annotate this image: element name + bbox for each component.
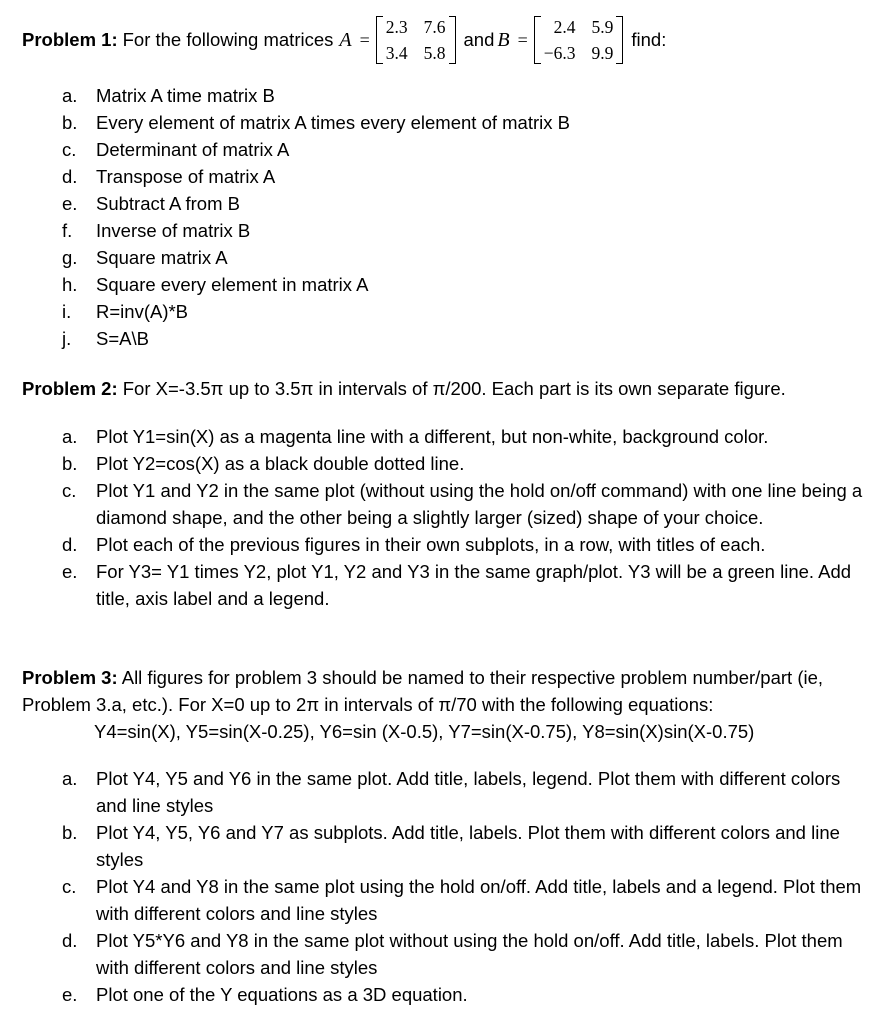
list-item-text: Inverse of matrix B [96,220,251,241]
list-item [0,163,584,190]
list-marker: e. [62,984,78,1005]
list-item-text: Square every element in matrix A [96,274,369,295]
matrix-a-cell: 7.6 [423,17,446,37]
problem1-lead: For the following matrices [122,29,334,50]
list-marker: e. [62,561,78,582]
matrix-a-cell: 5.8 [423,43,446,63]
list-marker: d. [62,930,78,951]
list-item-text: Plot Y4, Y5 and Y6 in the same plot. Add title, labels, legend. Plot them with different colors and line styles [96,768,841,816]
matrix-b-cell: 9.9 [591,43,614,63]
list-marker: f. [62,220,73,241]
list-item-text: S=A\B [96,328,149,349]
list-item-text: For Y3= Y1 times Y2, plot Y1, Y2 and Y3 in the same graph/plot. Y3 will be a green line. Add title, axis label and a legend. [96,561,852,609]
problem3-equations: Y4=sin(X), Y5=sin(X-0.25), Y6=sin (X-0.5), Y7=sin(X-0.75), Y8=sin(X)sin(X-0.75) [94,721,755,742]
problem2-list [0,423,886,612]
list-item-text: Plot Y2=cos(X) as a black double dotted line. [96,453,465,474]
matrix-b-cell: 5.9 [591,17,614,37]
list-item-text: Matrix A time matrix B [96,85,275,106]
list-marker: d. [62,534,78,555]
list-item [0,271,584,298]
matrix-b-cell: −6.3 [543,43,576,63]
list-marker: i. [62,301,72,322]
list-item [0,109,584,136]
list-item [0,325,584,352]
matrix-a-cell: 2.3 [385,17,408,37]
list-marker: b. [62,112,78,133]
list-marker: c. [62,480,77,501]
problem3-intro [22,664,872,718]
list-item [0,136,584,163]
left-bracket [534,16,541,64]
left-bracket [376,16,383,64]
list-item-text: Plot Y1 and Y2 in the same plot (without using the hold on/off command) with one line being a diamond shape, and the other being a slightly larger (sized) shape of your choice. [96,480,863,528]
right-bracket [616,16,623,64]
list-item [0,981,886,1008]
list-item-text: R=inv(A)*B [96,301,189,322]
list-item [0,873,886,927]
list-item-text: Transpose of matrix A [96,166,276,187]
and-label: and [463,29,495,50]
list-item [0,82,584,109]
problem3-text: All figures for problem 3 should be named to their respective problem number/part (ie, Problem 3.a, etc.). For X=0 up to 2π in intervals of π/70 with the following equations: [22,667,824,715]
problem1-label: Problem 1: [22,29,118,50]
problem3-list [0,765,886,1008]
problem2-label: Problem 2: [22,378,118,399]
list-item [0,477,886,531]
problem2-text: For X=-3.5π up to 3.5π in intervals of π/200. Each part is its own separate figure. [122,378,786,399]
list-item-text: Plot Y4 and Y8 in the same plot using the hold on/off. Add title, labels and a legend. Plot them with different colors and line styles [96,876,862,924]
list-item [0,927,886,981]
list-marker: a. [62,85,78,106]
list-marker: a. [62,426,78,447]
list-marker: g. [62,247,78,268]
equals-sign: = [359,29,370,50]
find-label: find: [631,29,667,50]
matrix-b-name: B [497,28,510,51]
list-item [0,450,886,477]
list-item [0,558,886,612]
list-item-text: Plot Y5*Y6 and Y8 in the same plot without using the hold on/off. Add title, labels. Plot them with different colors and line styles [96,930,843,978]
equals-sign: = [517,29,528,50]
matrix-b-cell: 2.4 [553,17,576,37]
list-item [0,765,886,819]
list-item [0,531,886,558]
list-item-text: Plot one of the Y equations as a 3D equation. [96,984,468,1005]
list-marker: a. [62,768,78,789]
list-item [0,217,584,244]
list-item-text: Determinant of matrix A [96,139,290,160]
list-item [0,819,886,873]
list-item [0,190,584,217]
list-marker: c. [62,139,77,160]
matrix-a [376,16,456,64]
matrix-a-name: A [339,28,352,51]
matrix-b [534,16,624,64]
list-item [0,298,584,325]
right-bracket [449,16,456,64]
list-marker: d. [62,166,78,187]
list-marker: h. [62,274,78,295]
list-marker: b. [62,453,78,474]
list-marker: b. [62,822,78,843]
problem2-intro [22,375,872,402]
list-item-text: Plot each of the previous figures in their own subplots, in a row, with titles of each. [96,534,766,555]
list-item-text: Square matrix A [96,247,228,268]
list-item-text: Plot Y4, Y5, Y6 and Y7 as subplots. Add title, labels. Plot them with different colors and line styles [96,822,840,870]
list-item [0,423,886,450]
list-marker: c. [62,876,77,897]
problem3-label: Problem 3: [22,667,118,688]
list-item-text: Plot Y1=sin(X) as a magenta line with a different, but non-white, background color. [96,426,769,447]
list-item-text: Subtract A from B [96,193,240,214]
list-item-text: Every element of matrix A times every element of matrix B [96,112,570,133]
matrix-a-cell: 3.4 [385,43,408,63]
list-marker: e. [62,193,78,214]
problem1-heading [22,14,666,66]
problem1-list [0,82,584,352]
list-marker: j. [62,328,72,349]
list-item [0,244,584,271]
